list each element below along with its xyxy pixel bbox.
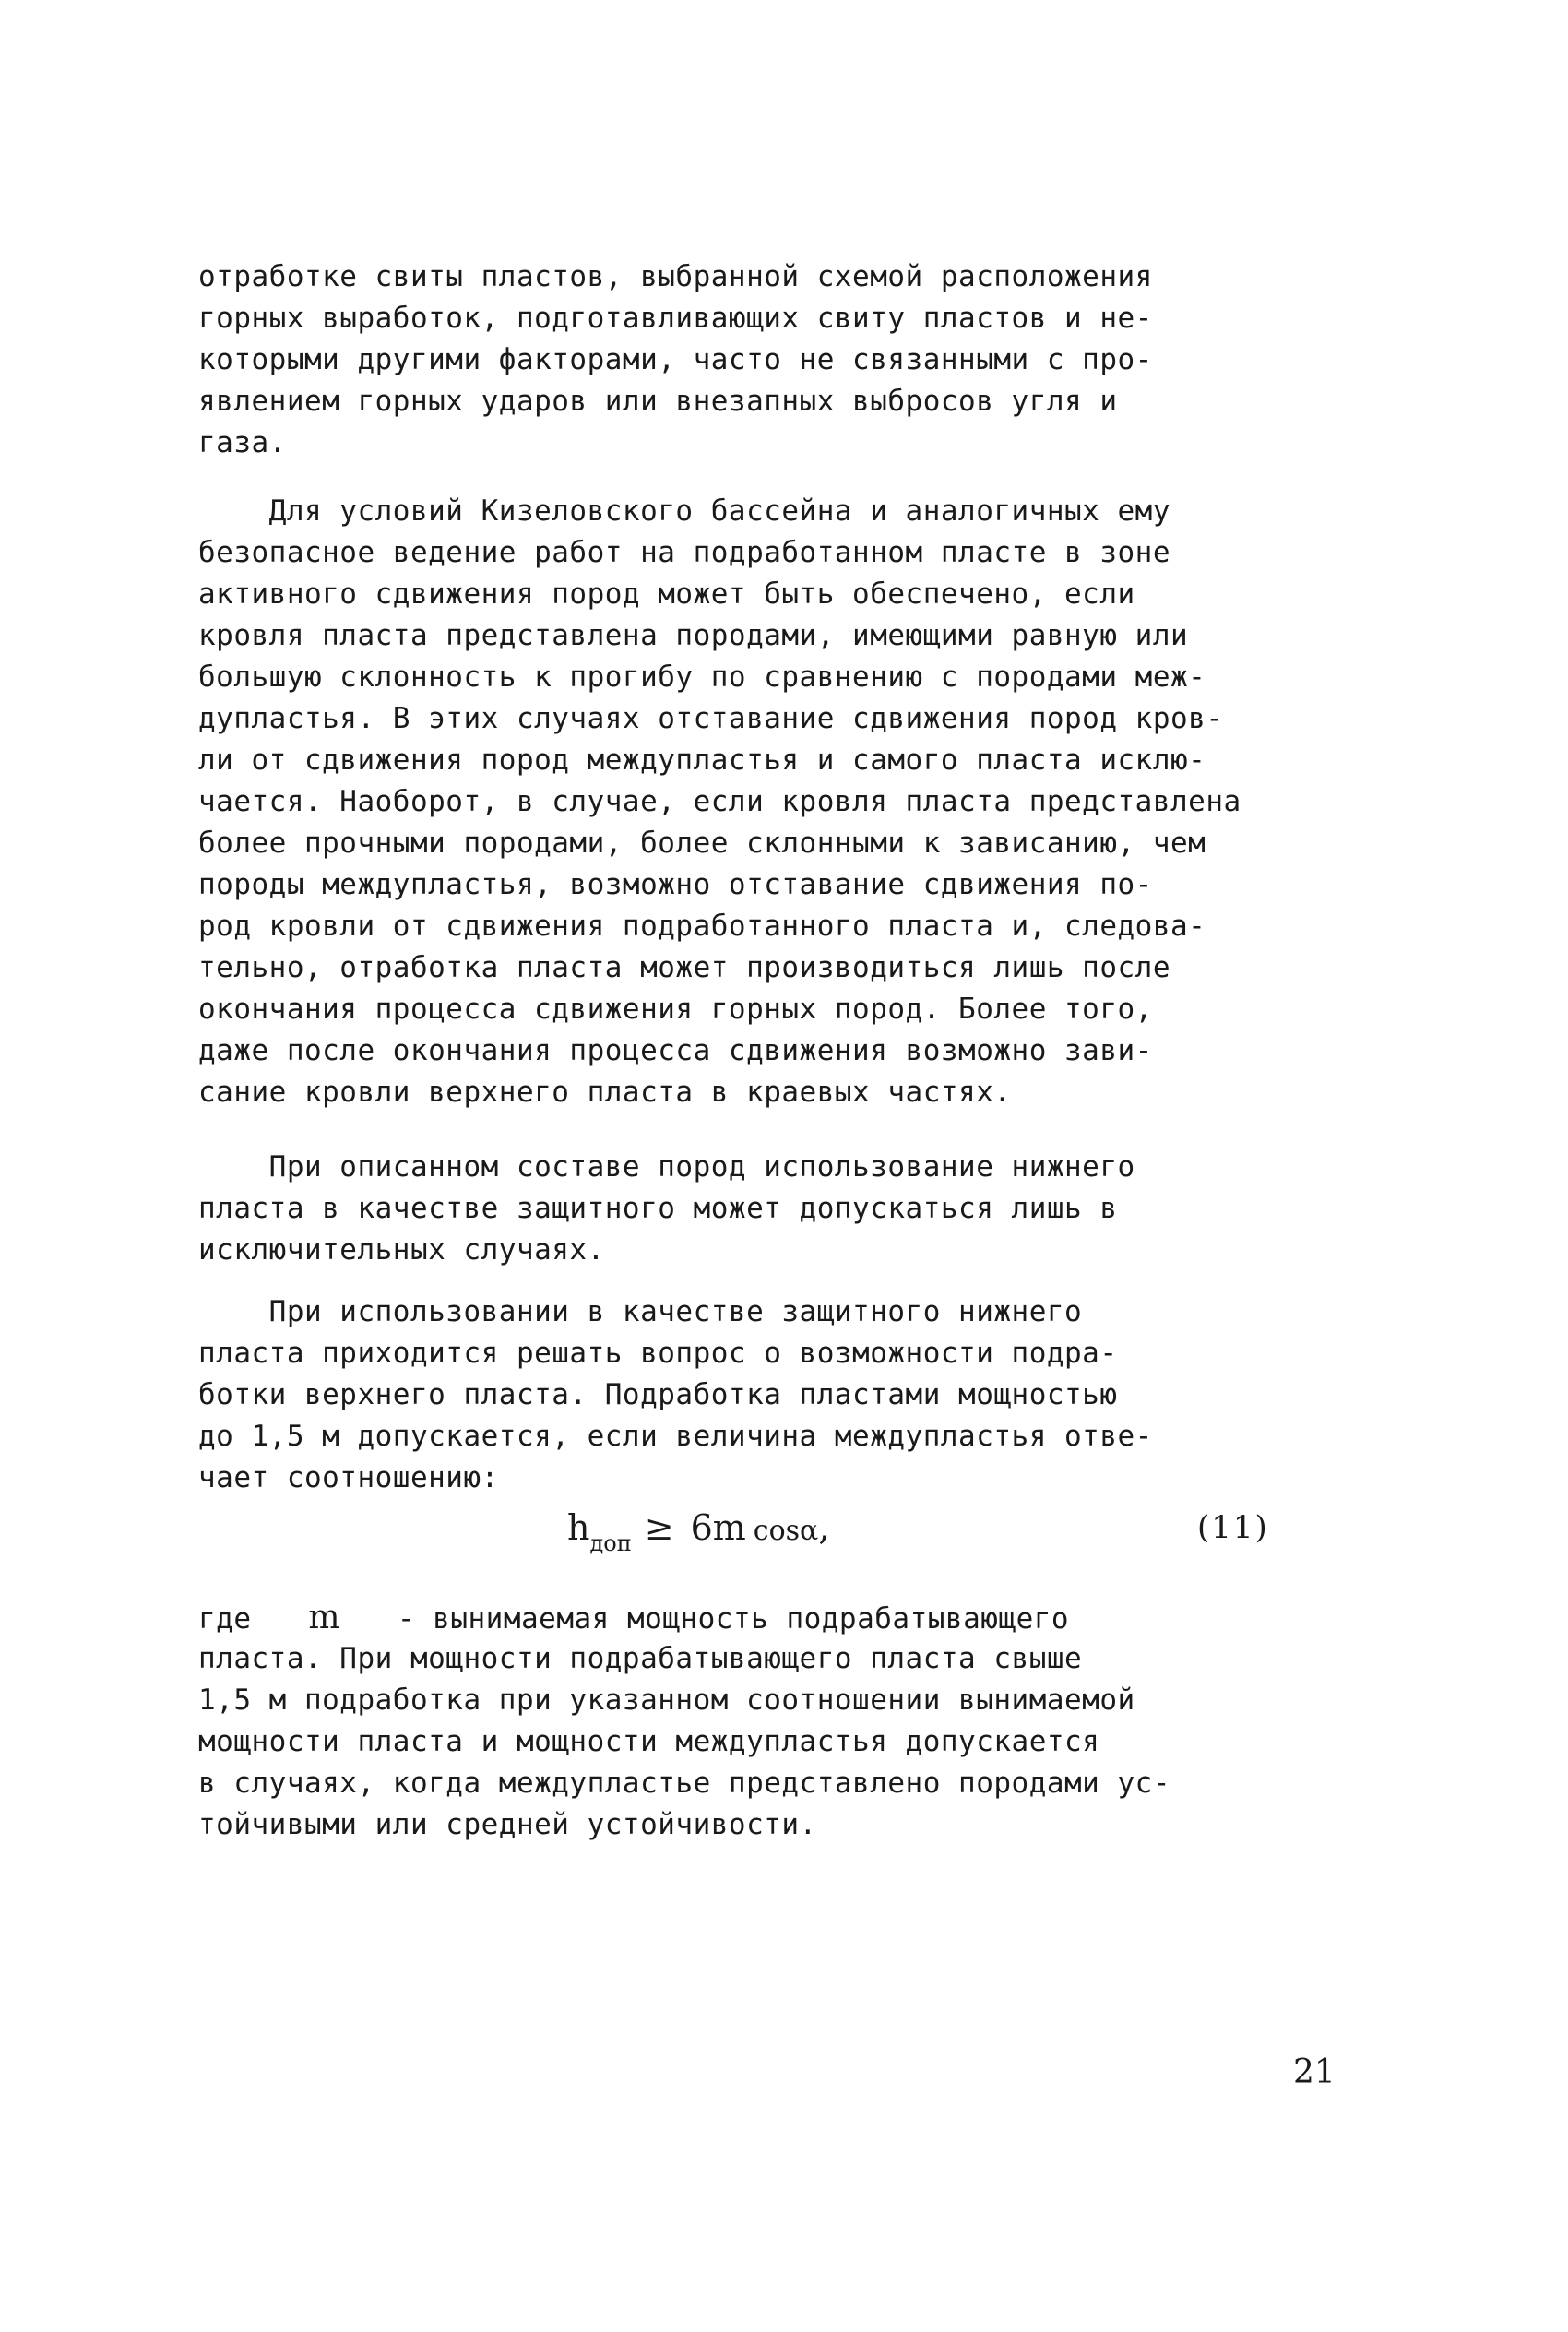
text-line: При описанном составе пород использование нижнего xyxy=(198,1150,1135,1184)
text-line: род кровли от сдвижения подработанного пласта и, следова- xyxy=(198,910,1206,943)
text-line: до 1,5 м допускается, если величина междупластья отве- xyxy=(198,1420,1153,1453)
where-word: где xyxy=(198,1602,252,1636)
text-line: сание кровли верхнего пласта в краевых частях. xyxy=(198,1076,1012,1109)
formula-lhs-subscript: доп xyxy=(589,1530,632,1556)
text-line: окончания процесса сдвижения горных пород. Более того, xyxy=(198,993,1153,1026)
formula-lhs-symbol: h xyxy=(567,1507,590,1548)
text-line: тойчивыми или средней устойчивости. xyxy=(198,1808,817,1841)
text-line: породы междупластья, возможно отставание сдвижения по- xyxy=(198,868,1153,901)
text-line: пласта приходится решать вопрос о возможности подра- xyxy=(198,1337,1118,1370)
text-line: отработке свиты пластов, выбранной схемой расположения xyxy=(198,260,1153,293)
text-line: чает соотношению: xyxy=(198,1461,499,1494)
page-number: 21 xyxy=(1293,2053,1336,2091)
text-line: мощности пласта и мощности междупластья допускается xyxy=(198,1725,1100,1758)
text-line: При использовании в качестве защитного нижнего xyxy=(198,1295,1083,1328)
text-line: более прочными породами, более склонными к зависанию, чем xyxy=(198,827,1206,860)
formula-relation: ≥ xyxy=(644,1507,674,1548)
text-line: активного сдвижения пород может быть обеспечено, если xyxy=(198,577,1135,611)
text-line: исключительных случаях. xyxy=(198,1233,605,1267)
text-line xyxy=(198,1597,1453,1638)
formula-11 xyxy=(567,1500,829,1555)
text-line: большую склонность к прогибу по сравнению с породами меж- xyxy=(198,660,1206,694)
formula-rhs-symbol: m xyxy=(712,1507,746,1548)
text-line: которыми другими факторами, часто не связанными с про- xyxy=(198,343,1153,376)
text-line: тельно, отработка пласта может производиться лишь после xyxy=(198,951,1170,984)
formula-function: cosα xyxy=(753,1515,819,1547)
text-line: пласта. При мощности подрабатывающего пласта свыше xyxy=(198,1642,1083,1675)
text-line: ли от сдвижения пород междупластья и самого пласта исклю- xyxy=(198,744,1206,777)
text-line: безопасное ведение работ на подработанном пласте в зоне xyxy=(198,536,1170,569)
paragraph-4 xyxy=(198,1291,1453,1499)
text-line: газа. xyxy=(198,426,287,459)
text-line: пласта в качестве защитного может допускаться лишь в xyxy=(198,1192,1118,1225)
text-line: Для условий Кизеловского бассейна и аналогичных ему xyxy=(198,494,1170,528)
text-line: дупластья. В этих случаях отставание сдвижения пород кров- xyxy=(198,702,1224,735)
paragraph-3 xyxy=(198,1147,1453,1271)
paragraph-2 xyxy=(198,491,1453,1113)
formula-number: (11) xyxy=(1197,1509,1269,1546)
definition-variable: m xyxy=(308,1599,340,1636)
definition-first-line: - вынимаемая мощность подрабатывающего xyxy=(397,1602,1070,1636)
formula-coefficient: 6 xyxy=(690,1507,713,1548)
text-line: горных выработок, подготавливающих свиту пластов и не- xyxy=(198,302,1153,335)
text-line: чается. Наоборот, в случае, если кровля пласта представлена xyxy=(198,785,1241,818)
text-line: 1,5 м подработка при указанном соотношении вынимаемой xyxy=(198,1684,1135,1717)
text-line: ботки верхнего пласта. Подработка пластами мощностью xyxy=(198,1378,1118,1411)
text-line: кровля пласта представлена породами, имеющими равную или xyxy=(198,619,1189,652)
definition-paragraph xyxy=(198,1597,1453,1846)
formula-trailing: , xyxy=(818,1507,830,1548)
text-line: даже после окончания процесса сдвижения возможно зави- xyxy=(198,1034,1153,1067)
text-line: в случаях, когда междупластье представлено породами ус- xyxy=(198,1767,1170,1800)
paragraph-1 xyxy=(198,256,1453,464)
text-line: явлением горных ударов или внезапных выбросов угля и xyxy=(198,385,1118,418)
